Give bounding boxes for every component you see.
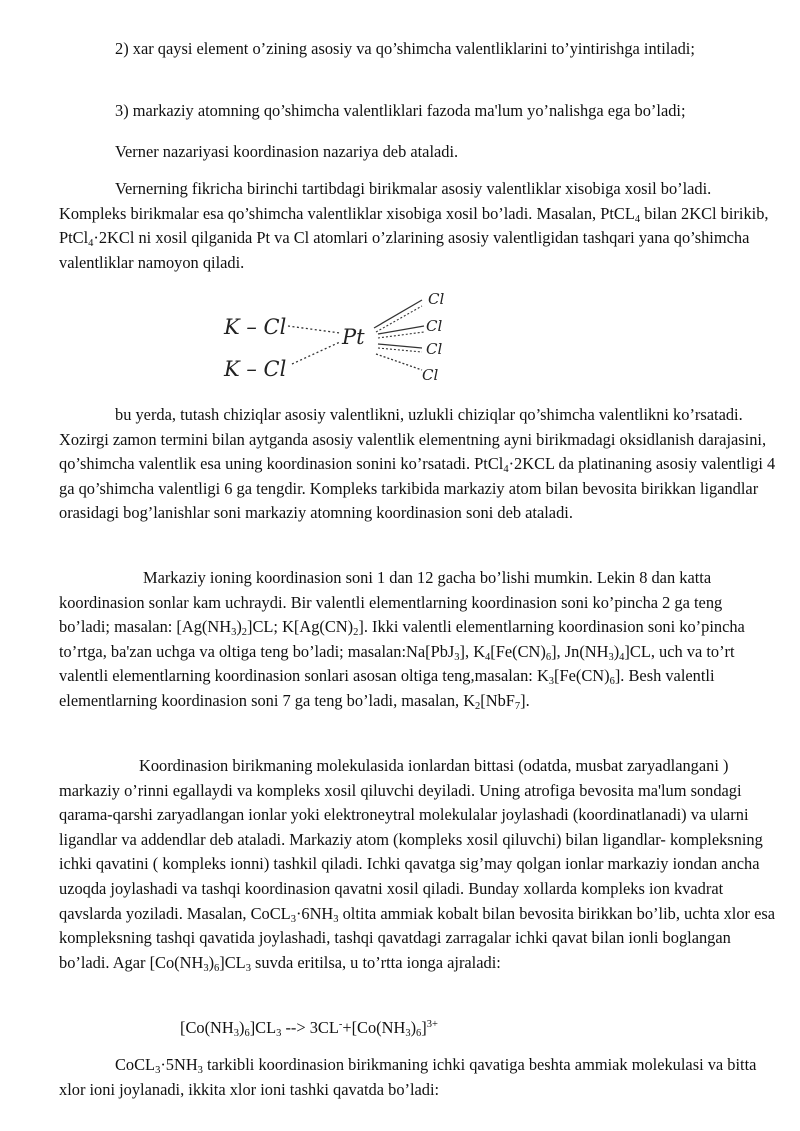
paragraph-coordination-numbers: Markaziy ioning koordinasion soni 1 dan 12 gacha bo’lishi mumkin. Lekin 8 dan katta koordinasion sonlar kam uchraydi. Bir valentli elementlarning koordinasion soni ko’pincha 2 ga teng bo’ladi; masalan: $[Ag(NH_3)_2]CL$; $K[Ag(CN)_2]$. Ikki valentli elementlarning koordinasion soni ko’pincha to’rtga, ba'zan uchga va oltiga teng bo’ladi; masalan:Na[PbJ$_3$], $K_4[Fe(CN)_6]$, $Jn(NH_3)_4]CL$, uch va to’rt valentli elementlarning koordinasion sonlari asosan oltiga teng,masalan: $K_3[Fe(CN)_6]$. Besh valentli elementlarning koordinasion soni 7 ga teng bo’ladi, masalan, $K_2[NbF_7]$.	[59, 568, 745, 712]
paragraph-verner-view: Vernerning fikricha birinchi tartibdagi birikmalar asosiy valentliklar xisobiga xosil bo’ladi. Kompleks birikmalar esa qo’shimcha valentliklar xisobiga xosil bo’ladi. Masalan, PtCL$_4$ bilan 2KCl birikib, PtCl$_4$·2KCl ni xosil qilganida Pt va Cl atomlari o’zlarining asosiy valentligidan tashqari yana qo’shimcha valentliklar namoyon qiladi.	[59, 179, 769, 272]
paragraph-cocl3-5nh3: $CoCL_3\cdot 5NH_3$ tarkibli koordinasion birikmaning ichki qavatiga beshta ammiak molekulasi va bitta xlor ioni joylanadi, ikkita xlor ioni tashki qavatda bo’ladi:	[59, 1055, 757, 1099]
valence-diagram	[222, 286, 482, 388]
dissociation-equation: $[Co(NH_3)_6]CL_3$ --> $3CL^-+[Co(NH_3)_6]^{3+}$	[180, 1018, 438, 1039]
diagram-dashed-bond-top	[288, 326, 340, 333]
diagram-cl-4: Cl	[422, 366, 439, 384]
paragraph-coordination-compound: Koordinasion birikmaning molekulasida ionlardan bittasi (odatda, musbat zaryadlangani ) markaziy o’rinni egallaydi va kompleks xosil qiluvchi deyiladi. Uning atrofiga bevosita ma'lum sondagi qarama-qarshi zaryadlangan ionlar yoki elektroneytral molekulalar joylashadi (koordinatlanadi) va ularni ligandlar va addendlar deb ataladi. Markaziy atom (kompleks xosil qiluvchi) bilan ligandlar- kompleksning ichki qavatini ( kompleks ionni) tashkil qiladi. Ichki qavatga sig’may qolgan ionlar markaziy iondan ancha uzoqda joylashadi va tashqi koordinasion qavatni xosil qiladi. Bunday xollarda kompleks ion kvadrat qavslarda yoziladi. Masalan, $CoCL_3\cdot 6NH_3$ oltita ammiak kobalt bilan bevosita birikkan bo’lib, uchta xlor esa kompleksning tashqi qavatida joylashadi, tashqi qavatdagi zarragalar ichki qavat bilan ionli boglangan bo’ladi. Agar $[Co(NH_3)_6]CL_3$ suvda eritilsa, u to’rtta ionga ajraladi:	[59, 756, 776, 974]
paragraph-item-2: 2) xar qaysi element o’zining asosiy va qo’shimcha valentliklarini to’yintirishga intiladi;	[115, 39, 695, 58]
diagram-k-cl-bottom: K – Cl	[224, 357, 287, 381]
paragraph-item-3: 3) markaziy atomning qo’shimcha valentliklari fazoda ma'lum yo’nalishga ega bo’ladi;	[115, 101, 686, 120]
diagram-cl-3: Cl	[426, 340, 443, 358]
diagram-dashed-bond-bottom	[292, 342, 340, 364]
diagram-pt: Pt	[342, 325, 365, 349]
paragraph-verner-theory: Verner nazariyasi koordinasion nazariya deb ataladi.	[115, 142, 459, 161]
diagram-cl-1: Cl	[428, 290, 445, 308]
paragraph-diagram-explanation: bu yerda, tutash chiziqlar asosiy valentlikni, uzlukli chiziqlar qo’shimcha valentlikni ko’rsatadi. Xozirgi zamon termini bilan aytganda asosiy valentlik elementning ayni birikmadagi oksidlanish darajasini, qo’shimcha valentlik esa uning koordinasion sonini ko’rsatadi. PtCl$_4$·2KCL da platinaning asosiy valentligi 4 ga qo’shimcha valentligi 6 ga tengdir. Kompleks tarkibida markaziy atom bilan bevosita birikkan ligandlar orasidagi bog’lanishlar soni markaziy atomning koordinasion soni deb ataladi.	[59, 405, 776, 523]
diagram-k-cl-top: K – Cl	[224, 315, 287, 339]
diagram-cl-2: Cl	[426, 317, 443, 335]
diagram-bonds-right	[374, 300, 424, 370]
